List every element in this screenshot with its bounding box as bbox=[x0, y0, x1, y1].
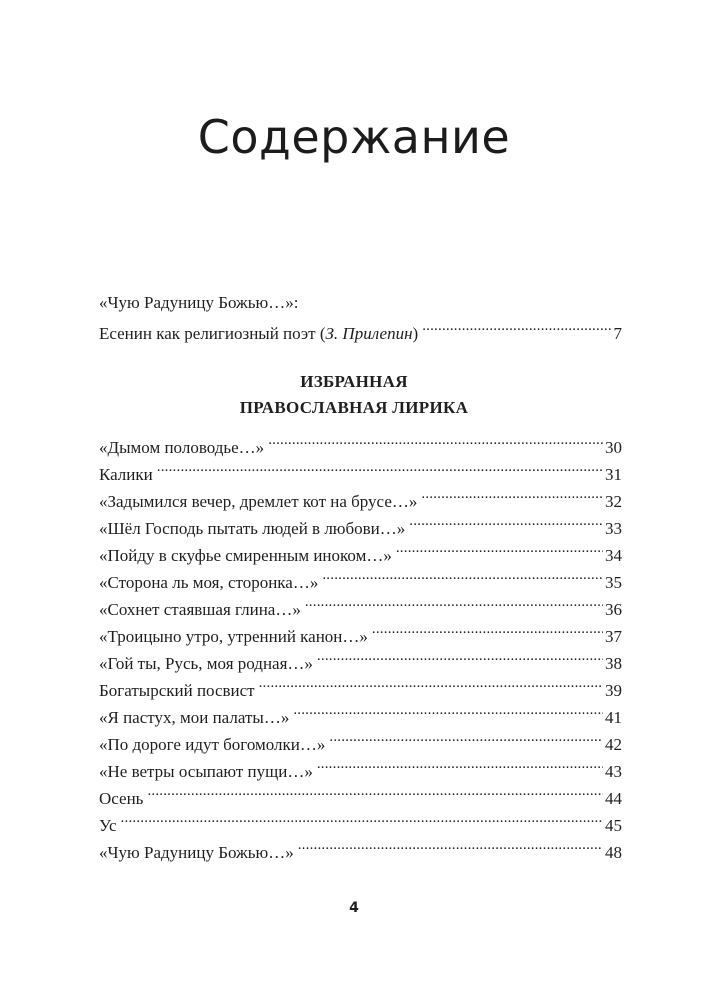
dot-leader bbox=[329, 724, 603, 750]
toc-entry-title: «По дороге идут богомолки…» bbox=[99, 735, 326, 754]
toc-entry[interactable] bbox=[99, 751, 622, 781]
dot-leader bbox=[421, 481, 603, 507]
toc-entry[interactable] bbox=[99, 670, 622, 700]
toc-entry-title: Калики bbox=[99, 465, 153, 484]
dot-leader bbox=[396, 535, 603, 561]
page-number: 4 bbox=[349, 900, 359, 916]
toc-entry[interactable] bbox=[99, 832, 622, 862]
toc-entry-title: «Я пастух, мои палаты…» bbox=[99, 708, 290, 727]
dot-leader bbox=[293, 697, 603, 723]
toc-entry-page: 39 bbox=[605, 681, 622, 700]
toc-entry[interactable] bbox=[99, 616, 622, 646]
dot-leader bbox=[298, 832, 603, 858]
toc-entry-title: «Троицыно утро, утренний канон…» bbox=[99, 627, 368, 646]
toc-entry-page: 45 bbox=[605, 816, 622, 835]
page-title: Содержание bbox=[197, 110, 511, 164]
toc-entry-page: 43 bbox=[605, 762, 622, 781]
section-heading-line1: ИЗБРАННАЯ bbox=[300, 372, 408, 391]
toc-entry-page: 42 bbox=[605, 735, 622, 754]
toc-entry[interactable] bbox=[99, 724, 622, 754]
toc-entry[interactable] bbox=[99, 508, 622, 538]
section-heading-line2: ПРАВОСЛАВНАЯ ЛИРИКА bbox=[239, 398, 469, 417]
toc-entry[interactable] bbox=[99, 481, 622, 511]
toc-entry-page: 30 bbox=[605, 438, 622, 457]
toc-entry-title: «Гой ты, Русь, моя родная…» bbox=[99, 654, 313, 673]
toc-entry[interactable] bbox=[99, 805, 622, 835]
dot-leader bbox=[322, 562, 603, 588]
intro-entry-suffix: ) bbox=[412, 324, 419, 343]
intro-entry-page: 7 bbox=[613, 324, 622, 343]
dot-leader bbox=[157, 454, 603, 480]
dot-leader bbox=[147, 778, 603, 804]
toc-entry-page: 35 bbox=[605, 573, 622, 592]
dot-leader bbox=[372, 616, 603, 642]
intro-entry-prefix: Есенин как религиозный поэт ( bbox=[99, 324, 326, 343]
toc-entry-page: 34 bbox=[605, 546, 622, 565]
toc-entry-page: 36 bbox=[605, 600, 622, 619]
toc-entry[interactable] bbox=[99, 535, 622, 565]
toc-entry[interactable] bbox=[99, 778, 622, 808]
toc-entry-title: «Шёл Господь пытать людей в любови…» bbox=[99, 519, 406, 538]
toc-entry-title: Ус bbox=[99, 816, 117, 835]
toc-entry-title: «Дымом половодье…» bbox=[99, 438, 265, 457]
toc-entry[interactable] bbox=[99, 427, 622, 457]
dot-leader bbox=[305, 589, 603, 615]
toc-entry-title: «Сторона ль моя, сторонка…» bbox=[99, 573, 319, 592]
dot-leader bbox=[409, 508, 603, 534]
toc-entry-title: Богатырский посвист bbox=[99, 681, 255, 700]
toc-entry-page: 37 bbox=[605, 627, 622, 646]
toc-entry-page: 38 bbox=[605, 654, 622, 673]
intro-entry-title-line1: «Чую Радуницу Божью…»: bbox=[99, 293, 299, 312]
toc-entry[interactable] bbox=[99, 454, 622, 484]
toc-entry-title: «Чую Радуницу Божью…» bbox=[99, 843, 294, 862]
dot-leader bbox=[268, 427, 603, 453]
toc-entry-title: «Сохнет стаявшая глина…» bbox=[99, 600, 301, 619]
dot-leader bbox=[317, 751, 603, 777]
toc-entry[interactable] bbox=[99, 589, 622, 619]
toc-entry-page: 41 bbox=[605, 708, 622, 727]
toc-entry[interactable] bbox=[99, 697, 622, 727]
intro-entry[interactable] bbox=[99, 313, 622, 343]
toc-entry-page: 44 bbox=[605, 789, 622, 808]
intro-entry-title-line2 bbox=[99, 321, 418, 347]
intro-entry-author: З. Прилепин bbox=[325, 324, 413, 343]
toc-entry[interactable] bbox=[99, 562, 622, 592]
toc-entry-title: «Задымился вечер, дремлет кот на брусе…» bbox=[99, 492, 418, 511]
toc-entry-page: 31 bbox=[605, 465, 622, 484]
toc-entry-page: 33 bbox=[605, 519, 622, 538]
toc-entry-title: «Не ветры осыпают пущи…» bbox=[99, 762, 313, 781]
dot-leader bbox=[121, 805, 603, 831]
toc-entry-page: 48 bbox=[605, 843, 622, 862]
dot-leader bbox=[317, 643, 603, 669]
toc-entry[interactable] bbox=[99, 643, 622, 673]
dot-leader bbox=[422, 313, 611, 339]
toc-entry-page: 32 bbox=[605, 492, 622, 511]
toc-entry-title: «Пойду в скуфье смиренным иноком…» bbox=[99, 546, 392, 565]
toc-entry-title: Осень bbox=[99, 789, 144, 808]
dot-leader bbox=[259, 670, 603, 696]
